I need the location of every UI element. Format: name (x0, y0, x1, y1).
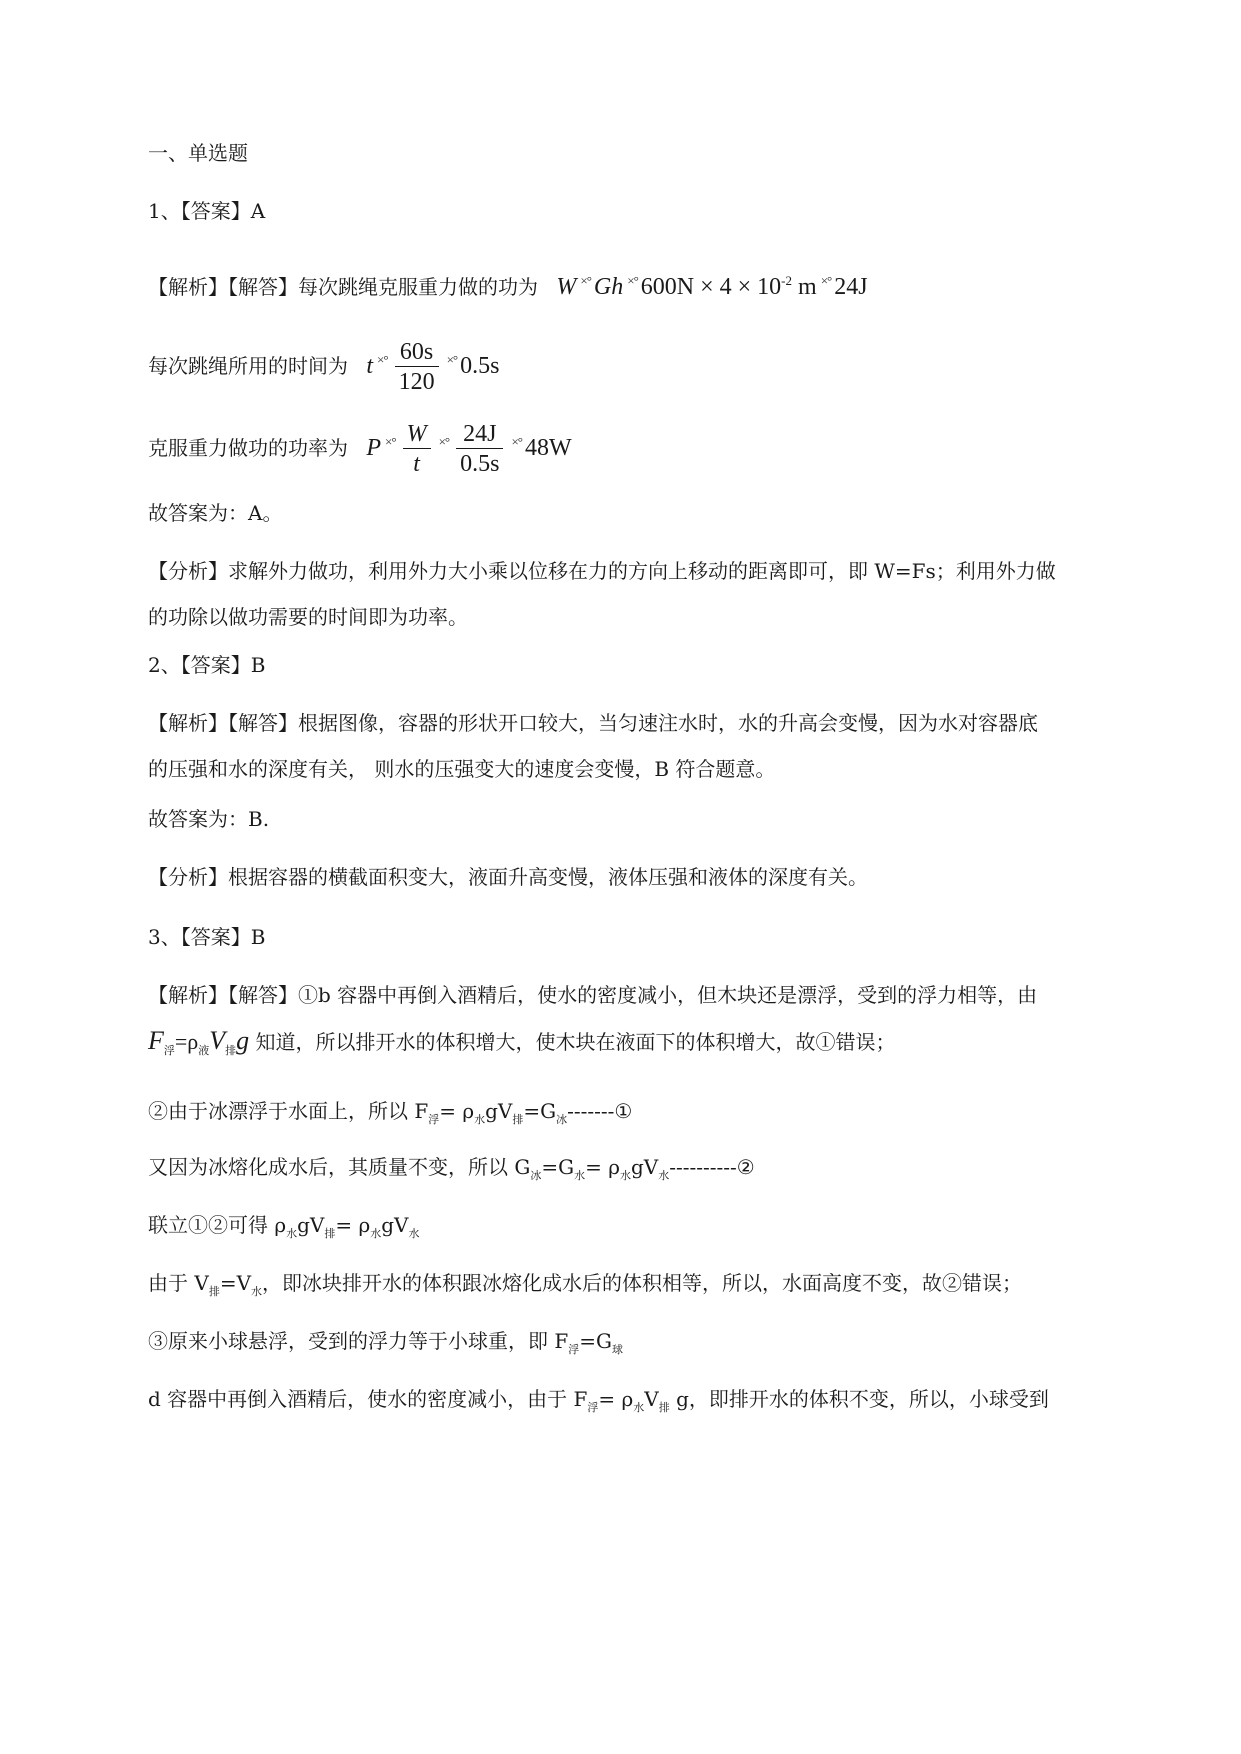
q2-fenxi: 【分析】根据容器的横截面积变大，液面升高变慢，液体压强和液体的深度有关。 (148, 865, 868, 889)
fraction-numerator: W (403, 420, 431, 449)
formula-sub: 水 (251, 1285, 263, 1298)
q3-analysis-line2 (148, 1026, 1148, 1066)
eq-result: 48W (524, 435, 572, 461)
text-segment: gV (630, 1155, 659, 1179)
text-segment: gV (485, 1099, 513, 1123)
equals-glyph: ×° (385, 434, 396, 449)
text-segment: V (644, 1387, 659, 1411)
text-segment: g，即排开水的体积不变，所以，小球受到 (669, 1387, 1049, 1411)
text-segment: -------① (567, 1099, 633, 1123)
q3-line8 (148, 1384, 1148, 1423)
equals-glyph: ×° (377, 352, 388, 367)
formula-sub: 浮 (428, 1113, 440, 1126)
text-segment: ③原来小球悬浮，受到的浮力等于小球重，即 F (148, 1329, 569, 1353)
text-segment: ②由于冰漂浮于水面上，所以 F (148, 1099, 429, 1123)
q3-line5 (148, 1210, 1148, 1249)
text-segment: = ρ (598, 1387, 634, 1411)
formula-sub: 水 (574, 1169, 586, 1182)
formula-sub: 冰 (530, 1169, 542, 1182)
text-segment: =G (579, 1329, 612, 1353)
text-segment: = ρ (335, 1213, 371, 1237)
formula-g: g (236, 1026, 250, 1055)
q1-analysis-power (148, 412, 1148, 479)
q1-analysis-work (148, 266, 1148, 302)
formula-sub: 液 (198, 1044, 210, 1057)
formula-v: V (209, 1026, 226, 1055)
formula-sub: 水 (619, 1169, 631, 1182)
q2-analysis-line2: 的压强和水的深度有关， 则水的压强变大的速度会变慢，B 符合题意。 (148, 757, 776, 781)
q1-time-lead: 每次跳绳所用的时间为 (148, 354, 348, 378)
q3-line6 (148, 1268, 1148, 1307)
formula-sub: 球 (611, 1343, 623, 1356)
equals-glyph: ×° (438, 434, 450, 449)
formula-sub: 排 (208, 1285, 220, 1298)
q3-line2-text: 知道，所以排开水的体积增大，使木块在液面下的体积增大，故①错误； (249, 1030, 896, 1054)
eq-var-w: W (556, 274, 577, 300)
q3-answer: 3、【答案】B (148, 925, 266, 949)
q1-fenxi-line1: 【分析】求解外力做功，利用外力大小乘以位移在力的方向上移动的距离即可，即 W=Fs；利用外力做 (148, 559, 1056, 583)
formula-sub: 冰 (556, 1113, 568, 1126)
formula-sub: 排 (512, 1113, 524, 1126)
text-segment: gV (297, 1213, 325, 1237)
formula-sub: 水 (658, 1169, 670, 1182)
text-segment: 又因为冰熔化成水后，其质量不变，所以 G (148, 1155, 531, 1179)
eq-result: 0.5s (460, 353, 500, 379)
section-title: 一、单选题 (148, 141, 248, 165)
fraction-numerator: 24J (456, 420, 503, 449)
eq-result: 24J (834, 274, 868, 300)
equals-glyph: ×° (580, 273, 591, 288)
formula-sub: 水 (633, 1401, 645, 1414)
text-segment: 由于 V (148, 1271, 209, 1295)
q1-analysis-lead: 【解析】【解答】每次跳绳克服重力做的功为 (148, 275, 538, 299)
text-segment: = ρ (585, 1155, 620, 1179)
time-fraction (395, 338, 439, 397)
q1-power-lead: 克服重力做功的功率为 (148, 436, 348, 460)
formula-sub: 排 (225, 1044, 237, 1057)
eq-var-p: P (366, 435, 382, 461)
q3-analysis-line1: 【解析】【解答】①b 容器中再倒入酒精后，使水的密度减小，但木块还是漂浮，受到的浮力相等，由 (148, 983, 1038, 1007)
q2-analysis-line1: 【解析】【解答】根据图像，容器的形状开口较大，当匀速注水时，水的升高会变慢，因为水对容器底 (148, 711, 1038, 735)
equals-glyph: ×° (446, 352, 458, 367)
q3-line4 (148, 1152, 1148, 1191)
q3-line3 (148, 1096, 1148, 1135)
formula-sub: 水 (474, 1113, 486, 1126)
fraction-numerator: 60s (395, 338, 439, 367)
formula-sub: 浮 (163, 1044, 175, 1057)
formula-sub: 水 (370, 1227, 382, 1240)
eq-exponent: -2 (781, 273, 793, 288)
work-equation (556, 274, 867, 300)
text-segment: =G (523, 1099, 557, 1123)
q1-answer: 1、【答案】A (148, 199, 266, 223)
equals-glyph: ×° (511, 434, 522, 449)
q1-analysis-time (148, 330, 1148, 397)
equals-glyph: ×° (627, 273, 638, 288)
formula-f: F (148, 1026, 164, 1055)
fraction-denominator: 0.5s (460, 450, 500, 477)
formula-sub: 水 (286, 1227, 298, 1240)
text-segment: gV (381, 1213, 409, 1237)
formula-sub: 浮 (568, 1343, 580, 1356)
text-segment: =V (219, 1271, 252, 1295)
power-fraction-symbolic (403, 420, 431, 479)
formula-rho: =ρ (174, 1029, 199, 1054)
eq-var-t: t (366, 353, 374, 379)
power-equation (366, 420, 572, 477)
q2-conclusion: 故答案为：B. (148, 807, 270, 831)
eq-unit: m (792, 274, 817, 300)
q1-fenxi-line2: 的功除以做功需要的时间即为功率。 (148, 605, 468, 629)
q1-conclusion: 故答案为：A。 (148, 501, 283, 525)
fraction-denominator: t (413, 450, 420, 477)
text-segment: ，即冰块排开水的体积跟冰熔化成水后的体积相等，所以，水面高度不变，故②错误； (262, 1271, 1023, 1295)
text-segment: =G (541, 1155, 575, 1179)
time-equation (366, 338, 500, 395)
q3-line7 (148, 1326, 1148, 1365)
formula-sub: 水 (408, 1227, 420, 1240)
fraction-denominator: 120 (398, 368, 435, 395)
formula-sub: 浮 (587, 1401, 599, 1414)
power-fraction-numeric (456, 420, 503, 479)
text-segment: ----------② (669, 1155, 755, 1179)
q2-answer: 2、【答案】B (148, 653, 266, 677)
text-segment: 联立①②可得 ρ (148, 1213, 287, 1237)
formula-sub: 排 (324, 1227, 336, 1240)
equals-glyph: ×° (820, 273, 832, 288)
text-segment: d 容器中再倒入酒精后，使水的密度减小，由于 F (148, 1387, 588, 1411)
eq-var-gh: Gh (593, 274, 624, 300)
eq-rhs: 600N × 4 × 10 (640, 274, 782, 300)
formula-sub: 排 (658, 1401, 670, 1414)
text-segment: = ρ (439, 1099, 475, 1123)
